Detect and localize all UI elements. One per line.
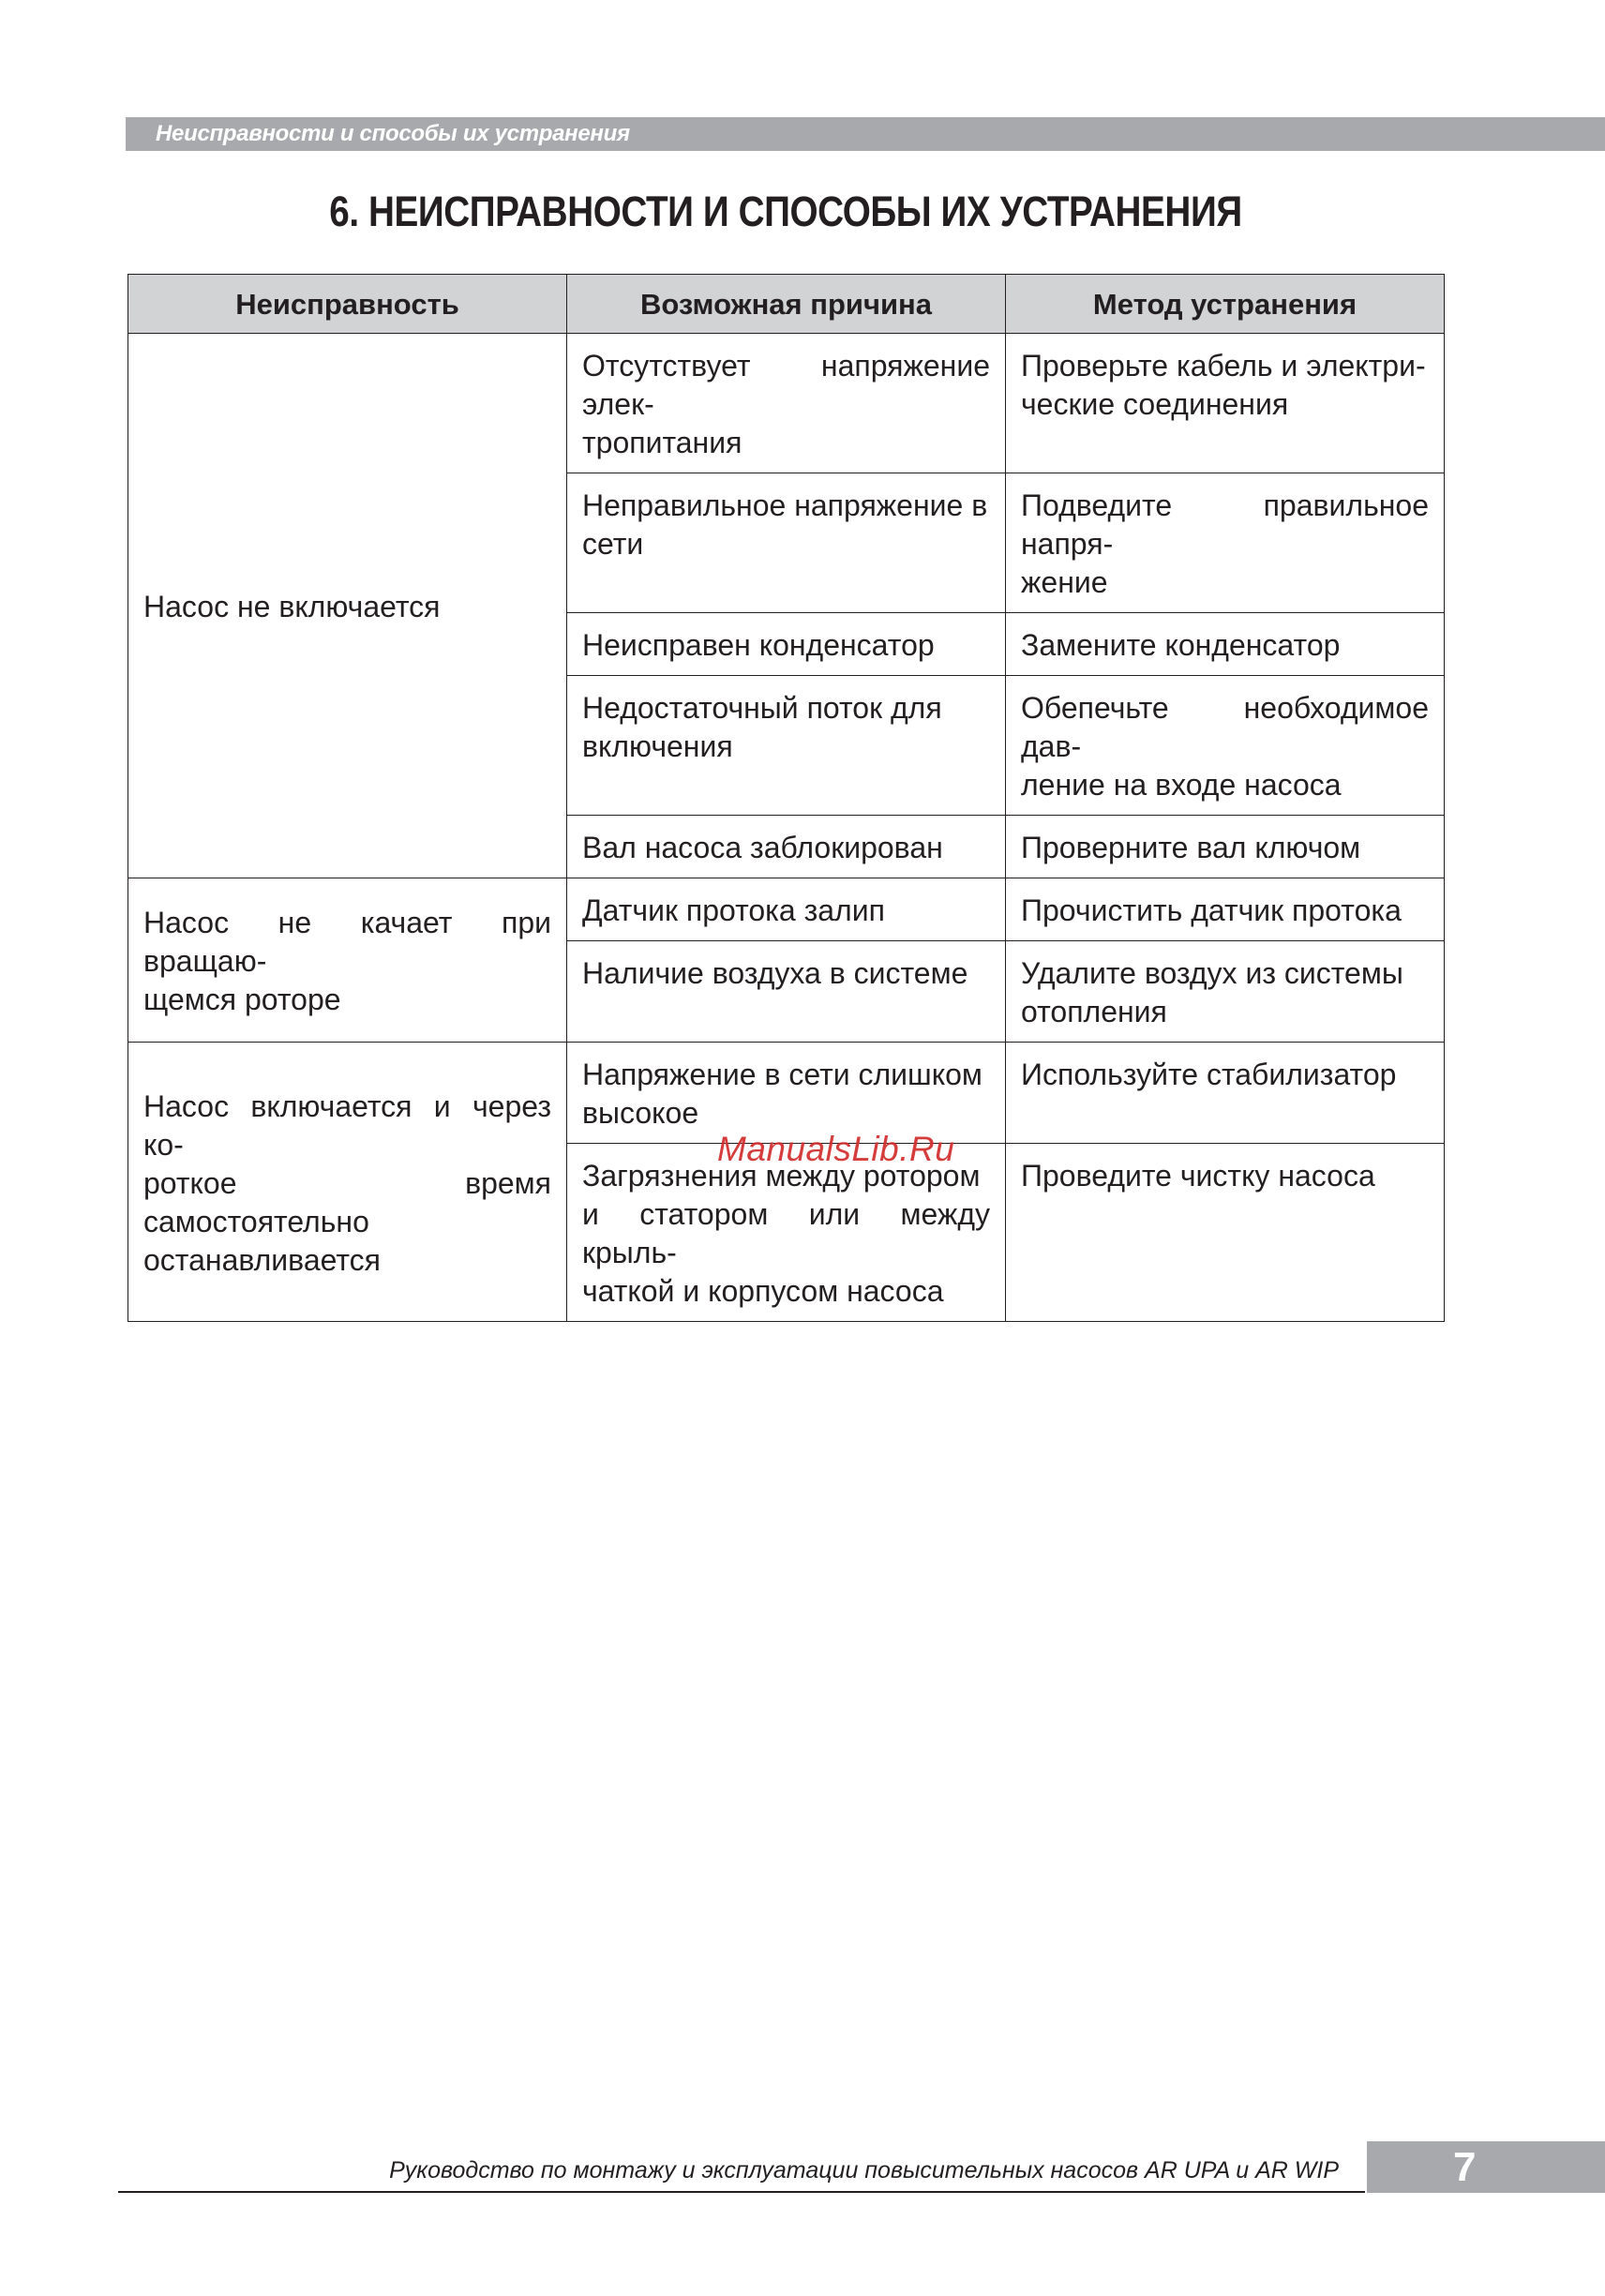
footer-divider bbox=[118, 2191, 1365, 2193]
section-label: Неисправности и способы их устранения bbox=[156, 121, 630, 146]
page-number: 7 bbox=[1453, 2144, 1477, 2190]
remedy-text: Проверьте кабель и электри- ческие соединения bbox=[1021, 349, 1426, 421]
remedy-cell bbox=[1006, 676, 1445, 816]
footer-text: Руководство по монтажу и эксплуатации повысительных насосов AR UPA и AR WIP bbox=[389, 2157, 1339, 2183]
remedy-text: Проверните вал ключом bbox=[1021, 831, 1361, 864]
table-row bbox=[128, 1043, 1445, 1144]
cause-cell bbox=[567, 613, 1006, 676]
cause-text: Напряжение в сети слишком высокое bbox=[582, 1058, 982, 1130]
remedy-cell bbox=[1006, 334, 1445, 473]
fault-text: Насос не включается bbox=[143, 590, 441, 623]
cause-text: Датчик протока залип bbox=[582, 893, 885, 927]
cause-cell bbox=[567, 676, 1006, 816]
remedy-cell bbox=[1006, 878, 1445, 941]
page-number-box bbox=[1367, 2141, 1605, 2193]
fault-cell bbox=[128, 334, 567, 878]
remedy-text: Обепечьте необходимое дав- ление на входе насоса bbox=[1021, 691, 1429, 802]
cause-cell bbox=[567, 1043, 1006, 1144]
table-row bbox=[128, 878, 1445, 941]
cause-cell bbox=[567, 878, 1006, 941]
cause-text: Загрязнения между ротором и статором или между крыль- чаткой и корпусом насоса bbox=[582, 1159, 990, 1308]
remedy-text: Используйте стабилизатор bbox=[1021, 1058, 1397, 1091]
table-header-row bbox=[128, 275, 1445, 334]
fault-text: Насос не качает при вращаю- щемся роторе bbox=[143, 906, 551, 1016]
remedy-cell bbox=[1006, 1144, 1445, 1322]
remedy-text: Подведите правильное напря- жение bbox=[1021, 488, 1429, 599]
section-header-band bbox=[126, 117, 1605, 151]
fault-cell bbox=[128, 878, 567, 1043]
cause-cell bbox=[567, 334, 1006, 473]
cause-text: Недостаточный поток для включения bbox=[582, 691, 942, 763]
table-row bbox=[128, 334, 1445, 473]
fault-text: Насос включается и через ко- роткое время самостоятельно останавливается bbox=[143, 1088, 551, 1277]
cause-text: Отсутствует напряжение элек- тропитания bbox=[582, 349, 990, 459]
remedy-cell bbox=[1006, 613, 1445, 676]
remedy-cell bbox=[1006, 1043, 1445, 1144]
remedy-text: Замените конденсатор bbox=[1021, 628, 1341, 662]
cause-text: Наличие воздуха в системе bbox=[582, 956, 968, 990]
remedy-text: Проведите чистку насоса bbox=[1021, 1159, 1375, 1193]
page-title: 6. НЕИСПРАВНОСТИ И СПОСОБЫ ИХ УСТРАНЕНИЯ bbox=[329, 188, 1242, 235]
cause-cell bbox=[567, 816, 1006, 878]
column-header-remedy: Метод устранения bbox=[1006, 275, 1445, 334]
cause-text: Неисправен конденсатор bbox=[582, 628, 935, 662]
column-header-fault: Неисправность bbox=[128, 275, 567, 334]
remedy-text: Удалите воздух из системы отопления bbox=[1021, 956, 1403, 1028]
cause-text: Вал насоса заблокирован bbox=[582, 831, 943, 864]
column-header-cause: Возможная причина bbox=[567, 275, 1006, 334]
cause-text: Неправильное напряжение в сети bbox=[582, 488, 988, 561]
fault-cell bbox=[128, 1043, 567, 1322]
remedy-cell bbox=[1006, 941, 1445, 1043]
remedy-text: Прочистить датчик протока bbox=[1021, 893, 1402, 927]
cause-cell bbox=[567, 1144, 1006, 1322]
watermark-text: ManualsLib.Ru bbox=[717, 1130, 955, 1168]
cause-cell bbox=[567, 941, 1006, 1043]
remedy-cell bbox=[1006, 816, 1445, 878]
remedy-cell bbox=[1006, 473, 1445, 613]
cause-cell bbox=[567, 473, 1006, 613]
